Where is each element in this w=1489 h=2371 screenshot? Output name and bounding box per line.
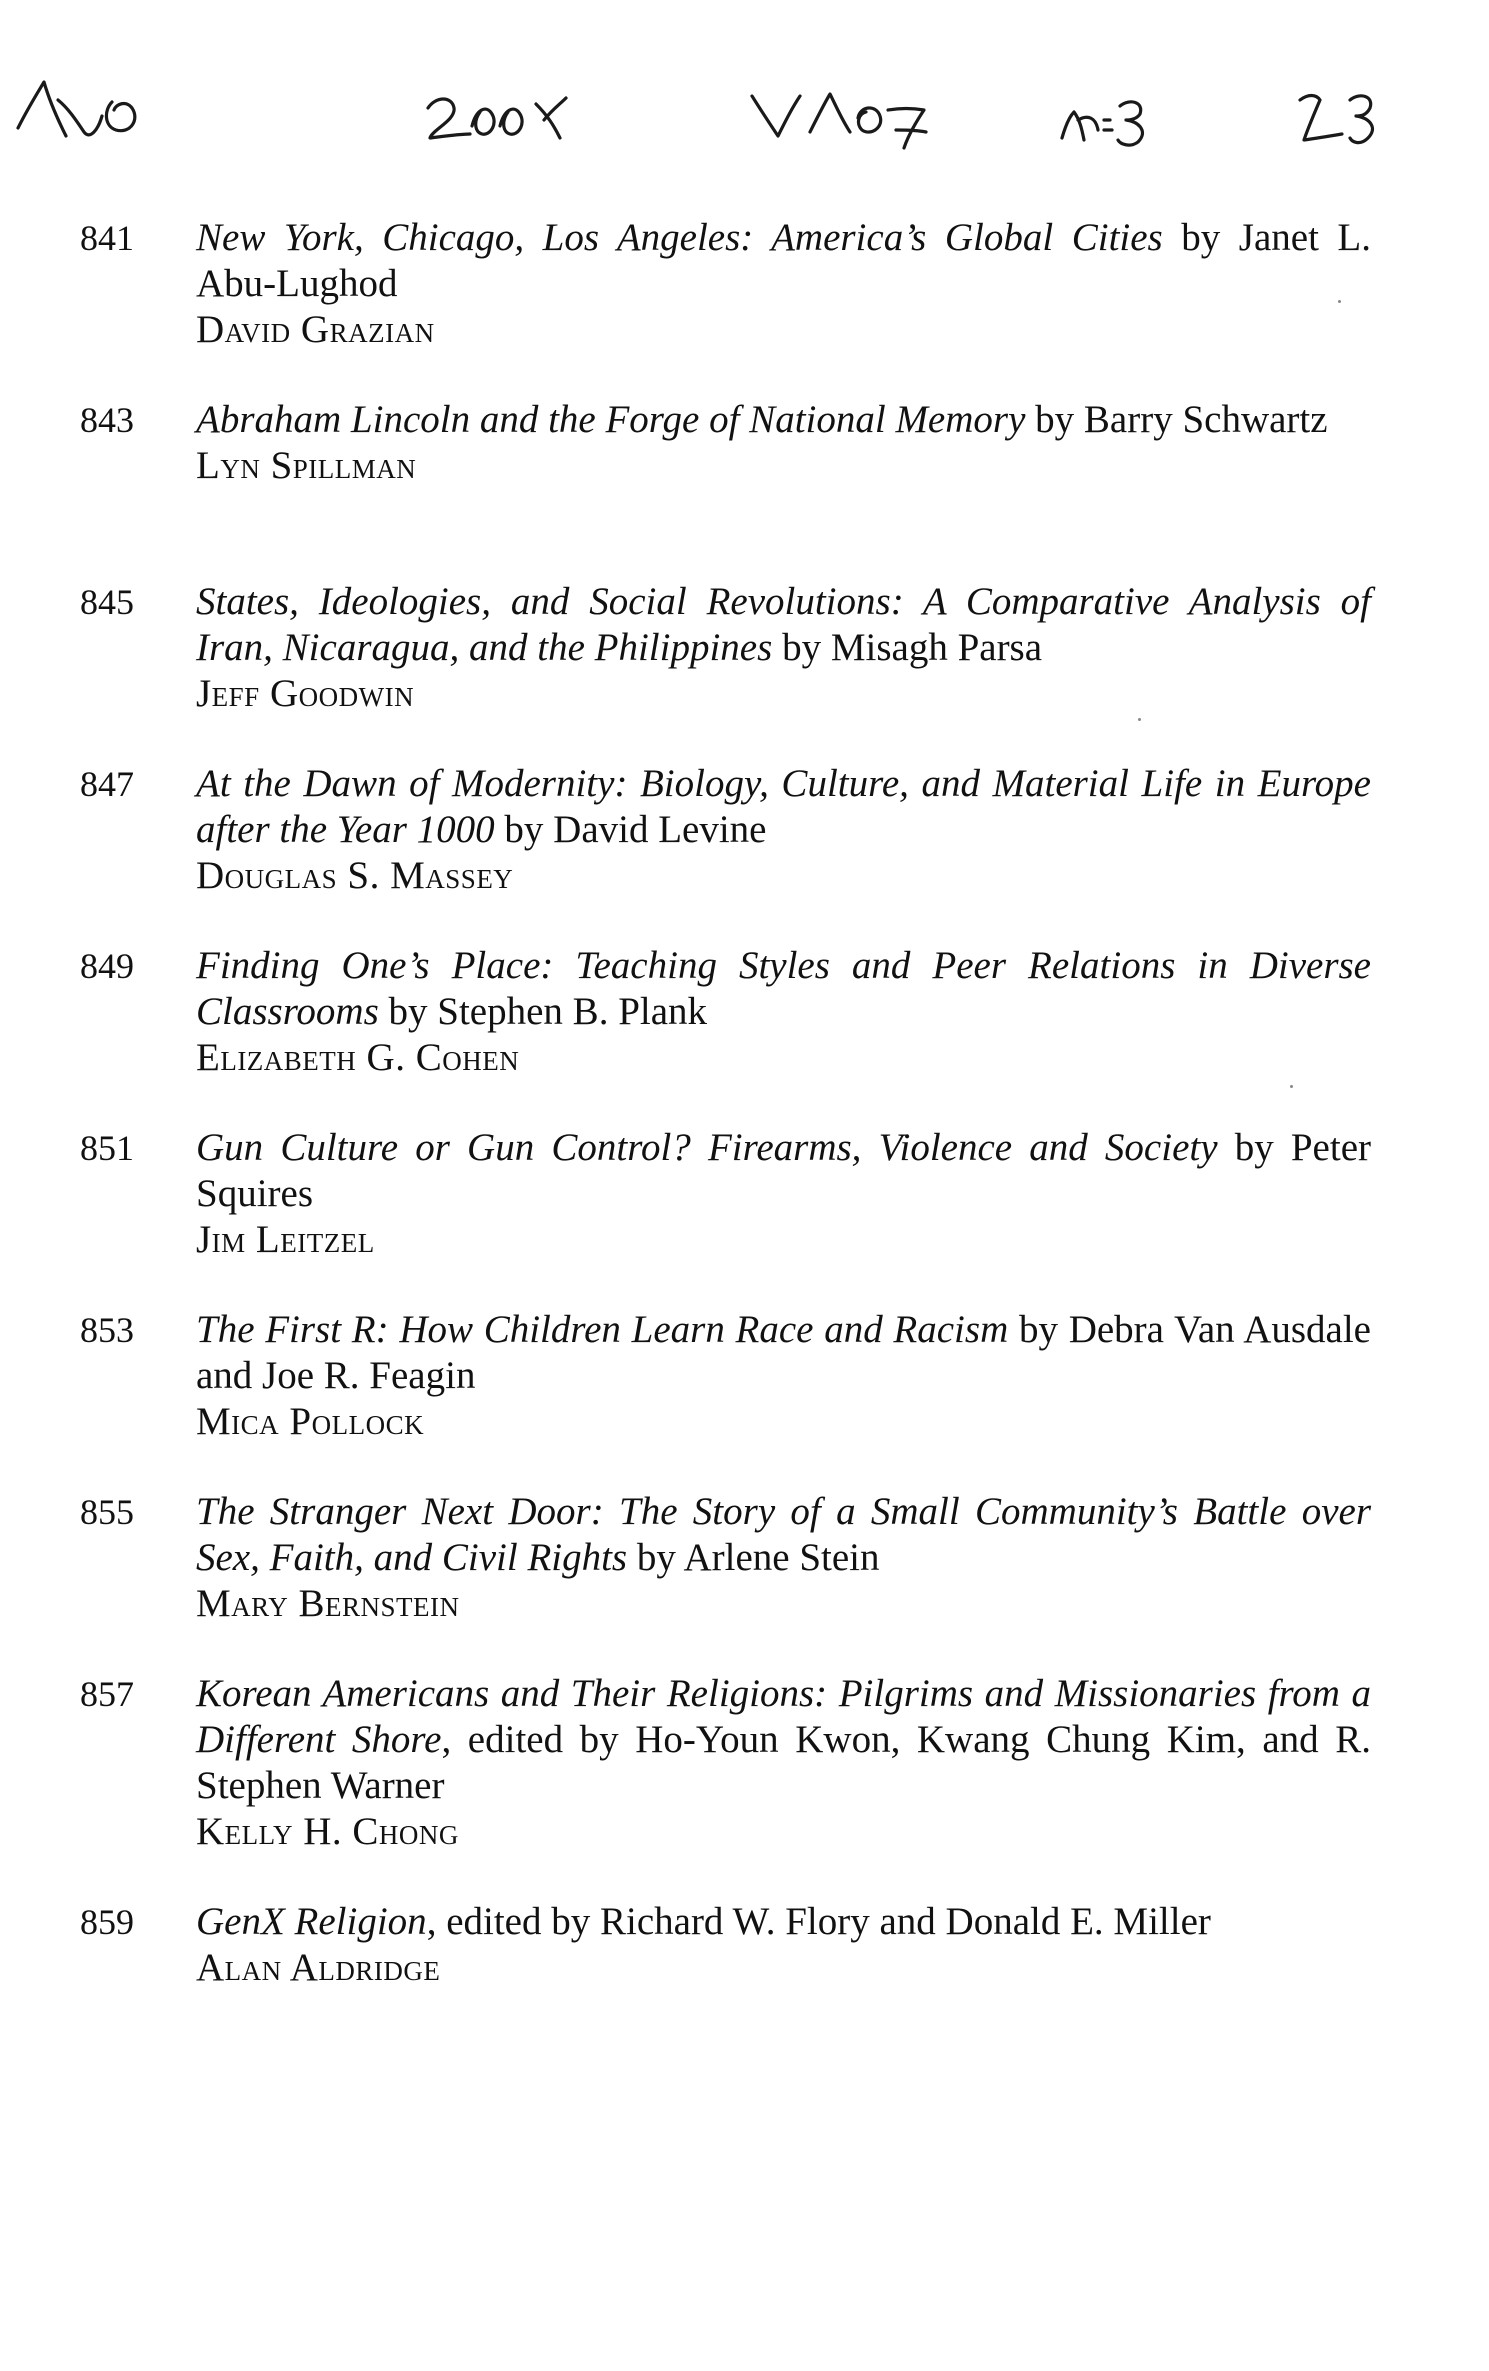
reviewer-name: Jeff Goodwin <box>196 672 415 715</box>
entry-citation <box>196 761 1371 853</box>
entry-citation <box>196 1125 1371 1217</box>
entry-page-number: 851 <box>80 1128 134 1168</box>
entry-body <box>196 215 1371 353</box>
entry-citation <box>196 1307 1371 1399</box>
reviewer-name: Elizabeth G. Cohen <box>196 1036 520 1079</box>
book-byline: , edited by Ho-Youn Kwon, Kwang Chung Kim, and R. Stephen Warner <box>196 1718 1372 1807</box>
handwriting-signature-icon <box>0 60 1489 170</box>
entry-citation <box>196 1899 1371 1945</box>
scan-speck <box>1290 1085 1293 1088</box>
book-byline: by Janet L. Abu-Lughod <box>196 216 1371 305</box>
entry-page-number: 847 <box>80 764 134 804</box>
entry-page-number: 859 <box>80 1902 134 1942</box>
book-title: The Stranger Next Door: The Story of a Small Community’s Battle over Sex, Faith, and Civil Rights <box>196 1490 1371 1579</box>
entry-page-number: 857 <box>80 1674 134 1714</box>
book-byline: by Barry Schwartz <box>1025 398 1328 441</box>
book-title: Finding One’s Place: Teaching Styles and Peer Relations in Diverse Classrooms <box>196 944 1371 1033</box>
reviewer-name: Lyn Spillman <box>196 444 417 487</box>
entry-page-number: 841 <box>80 218 134 258</box>
reviewer-name: Mary Bernstein <box>196 1582 460 1625</box>
entry-body <box>196 943 1371 1081</box>
entry-citation <box>196 579 1371 671</box>
entry-body <box>196 1671 1371 1855</box>
book-byline: by Stephen B. Plank <box>378 990 708 1033</box>
book-byline: by Misagh Parsa <box>772 626 1043 669</box>
entry-citation <box>196 397 1371 443</box>
entry-citation <box>196 1671 1371 1809</box>
entry-body <box>196 1125 1371 1263</box>
book-title: Korean Americans and Their Religions: Pilgrims and Missionaries from a Different Shore <box>196 1672 1371 1761</box>
entry-body <box>196 761 1371 899</box>
book-byline: by Arlene Stein <box>627 1536 880 1579</box>
book-title: Gun Culture or Gun Control? Firearms, Violence and Society <box>196 1126 1218 1169</box>
entry-page-number: 853 <box>80 1310 134 1350</box>
entry-body <box>196 1489 1371 1627</box>
book-title: At the Dawn of Modernity: Biology, Culture, and Material Life in Europe after the Year 1000 <box>196 762 1371 851</box>
entry-body <box>196 579 1371 717</box>
book-title: The First R: How Children Learn Race and Racism <box>196 1308 1009 1351</box>
reviewer-name: Mica Pollock <box>196 1400 425 1443</box>
reviewer-name: Alan Aldridge <box>196 1946 441 1989</box>
entry-body <box>196 397 1371 489</box>
book-title: Abraham Lincoln and the Forge of National Memory <box>196 398 1026 441</box>
reviewer-name: Jim Leitzel <box>196 1218 375 1261</box>
entry-page-number: 855 <box>80 1492 134 1532</box>
entry-citation <box>196 943 1371 1035</box>
handwritten-annotation <box>0 60 1489 170</box>
book-byline: by Debra Van Ausdale and Joe R. Feagin <box>196 1308 1371 1397</box>
book-byline: by Peter Squires <box>196 1126 1371 1215</box>
book-byline: , edited by Richard W. Flory and Donald E. Miller <box>426 1900 1211 1943</box>
book-byline: by David Levine <box>494 808 767 851</box>
entry-citation <box>196 1489 1371 1581</box>
scan-speck <box>1138 718 1141 721</box>
book-title: States, Ideologies, and Social Revolutions: A Comparative Analysis of Iran, Nicaragua, and the Philippines <box>196 580 1371 669</box>
entry-page-number: 849 <box>80 946 134 986</box>
book-title: New York, Chicago, Los Angeles: America’s Global Cities <box>196 216 1163 259</box>
book-title: GenX Religion <box>196 1900 427 1943</box>
entry-page-number: 843 <box>80 400 134 440</box>
entry-citation <box>196 215 1371 307</box>
entry-body <box>196 1307 1371 1445</box>
reviewer-name: Kelly H. Chong <box>196 1810 459 1853</box>
reviewer-name: Douglas S. Massey <box>196 854 514 897</box>
scan-speck <box>1338 300 1341 303</box>
entry-page-number: 845 <box>80 582 134 622</box>
entry-body <box>196 1899 1371 1991</box>
reviewer-name: David Grazian <box>196 308 435 351</box>
